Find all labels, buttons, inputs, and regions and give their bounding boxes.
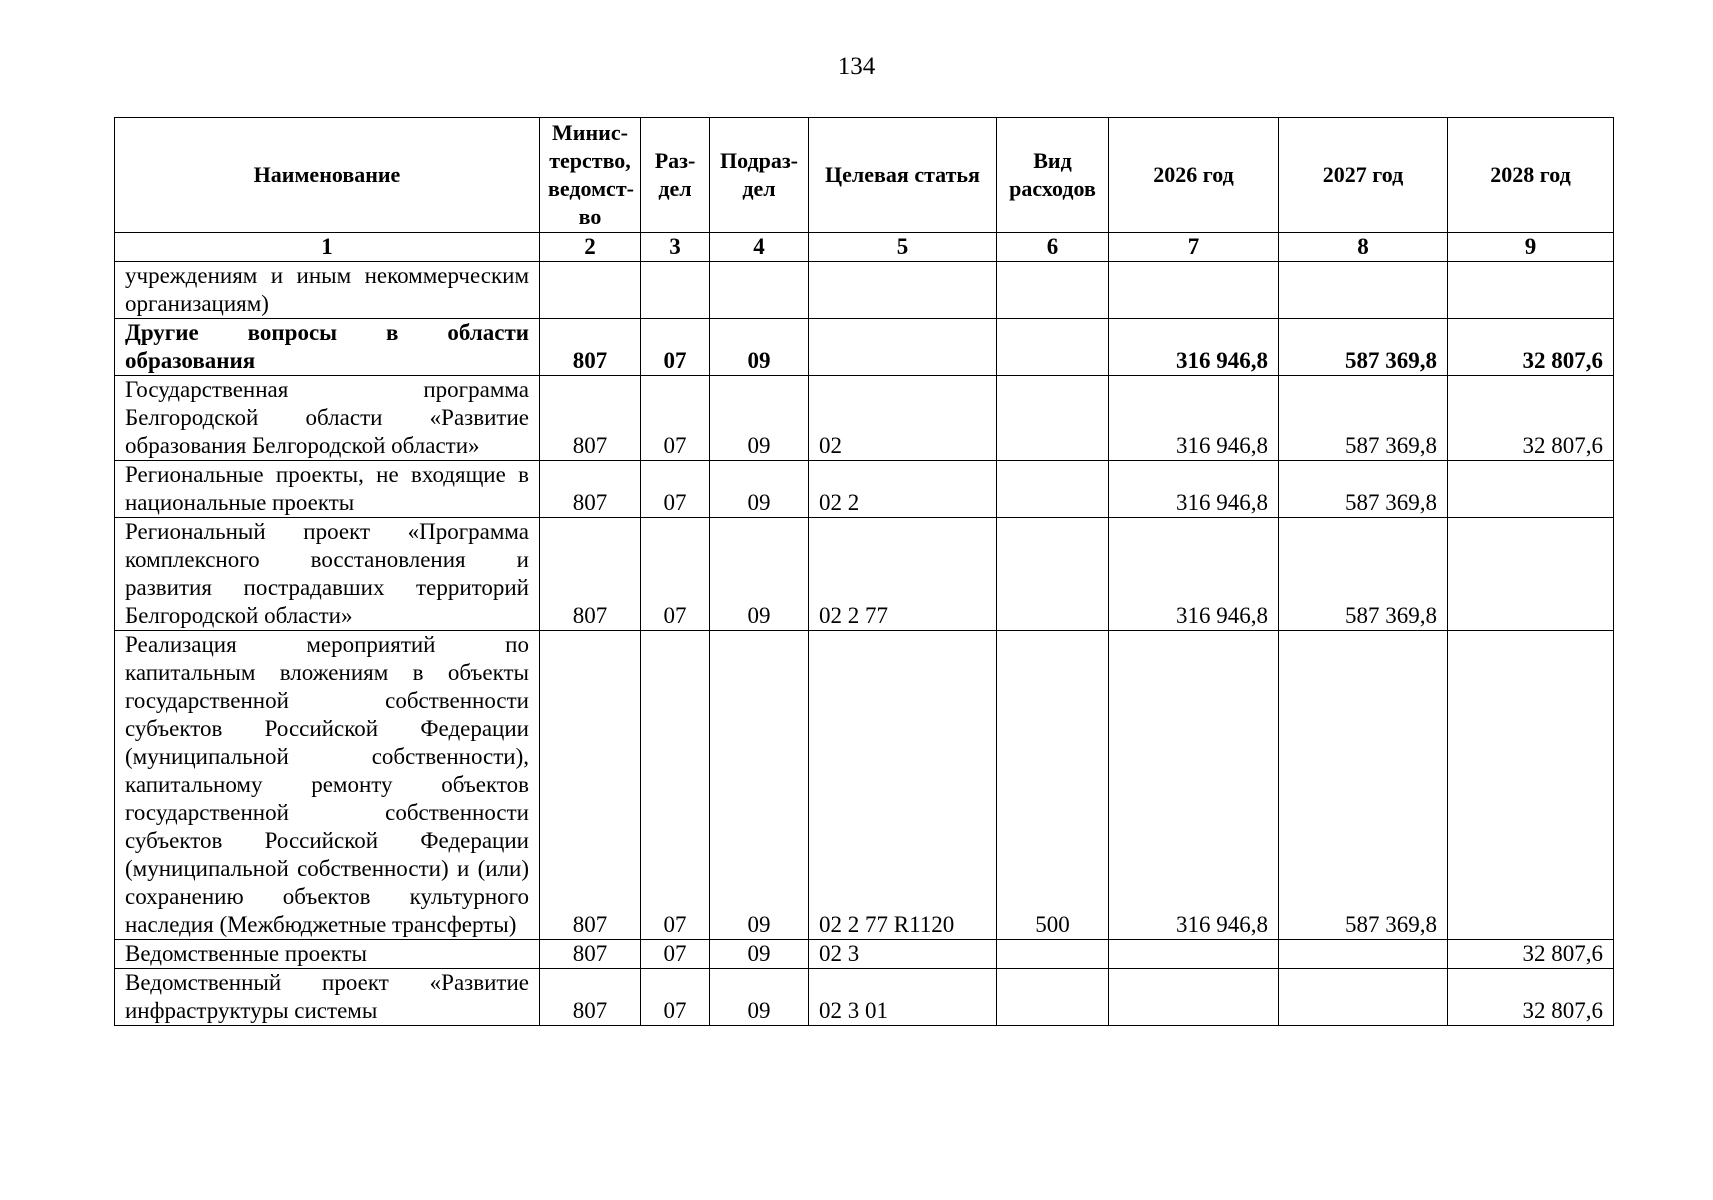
row-ministry: 807 xyxy=(540,631,641,940)
row-amount-2026: 316 946,8 xyxy=(1109,518,1279,631)
row-section: 07 xyxy=(641,461,710,518)
table-row xyxy=(115,631,1614,940)
header-ministry: Минис-терство, ведомст-во xyxy=(540,118,641,233)
row-target: 02 xyxy=(809,376,997,461)
row-amount-2026: 316 946,8 xyxy=(1109,631,1279,940)
row-subsection: 09 xyxy=(710,461,809,518)
row-expense-type xyxy=(997,969,1109,1026)
row-amount-2026: 316 946,8 xyxy=(1109,319,1279,376)
row-amount-2028: 32 807,6 xyxy=(1448,940,1614,969)
row-name: Ведомственный проект «Развитие инфраструктуры системы xyxy=(115,969,540,1026)
row-subsection: 09 xyxy=(710,376,809,461)
row-amount-2028: 32 807,6 xyxy=(1448,969,1614,1026)
row-amount-2028: 32 807,6 xyxy=(1448,376,1614,461)
row-amount-2028 xyxy=(1448,631,1614,940)
header-section: Раз-дел xyxy=(641,118,710,233)
row-amount-2026 xyxy=(1109,969,1279,1026)
column-number: 7 xyxy=(1109,233,1279,262)
column-number: 8 xyxy=(1279,233,1448,262)
row-target: 02 3 01 xyxy=(809,969,997,1026)
row-target xyxy=(809,319,997,376)
row-ministry: 807 xyxy=(540,319,641,376)
header-year-2028: 2028 год xyxy=(1448,118,1614,233)
row-name: Региональный проект «Программа комплексного восстановления и развития пострадавших территорий Белгородской области» xyxy=(115,518,540,631)
column-number-row xyxy=(115,233,1614,262)
row-subsection: 09 xyxy=(710,940,809,969)
table-row xyxy=(115,940,1614,969)
column-number: 2 xyxy=(540,233,641,262)
header-name: Наименование xyxy=(115,118,540,233)
row-amount-2027: 587 369,8 xyxy=(1279,461,1448,518)
row-target: 02 2 77 R1120 xyxy=(809,631,997,940)
page-number: 134 xyxy=(837,53,876,80)
row-name: Государственная программа Белгородской области «Развитие образования Белгородской области» xyxy=(115,376,540,461)
row-amount-2027: 587 369,8 xyxy=(1279,631,1448,940)
row-section: 07 xyxy=(641,631,710,940)
row-expense-type xyxy=(997,461,1109,518)
row-section: 07 xyxy=(641,376,710,461)
row-target: 02 2 xyxy=(809,461,997,518)
row-ministry: 807 xyxy=(540,969,641,1026)
row-subsection: 09 xyxy=(710,969,809,1026)
budget-table xyxy=(114,117,1614,1026)
row-subsection: 09 xyxy=(710,631,809,940)
row-ministry: 807 xyxy=(540,518,641,631)
row-amount-2028 xyxy=(1448,518,1614,631)
row-expense-type xyxy=(997,940,1109,969)
row-amount-2027: 587 369,8 xyxy=(1279,518,1448,631)
column-number: 5 xyxy=(809,233,997,262)
column-number: 6 xyxy=(997,233,1109,262)
header-expense-type: Вид расходов xyxy=(997,118,1109,233)
row-target: 02 3 xyxy=(809,940,997,969)
table-row xyxy=(115,262,1614,319)
row-amount-2027 xyxy=(1279,262,1448,319)
row-amount-2027 xyxy=(1279,969,1448,1026)
row-name: Региональные проекты, не входящие в национальные проекты xyxy=(115,461,540,518)
row-amount-2026 xyxy=(1109,940,1279,969)
row-expense-type xyxy=(997,376,1109,461)
row-amount-2028 xyxy=(1448,262,1614,319)
column-number: 3 xyxy=(641,233,710,262)
row-amount-2027: 587 369,8 xyxy=(1279,319,1448,376)
row-name: учреждениям и иным некоммерческим организациям) xyxy=(115,262,540,319)
header-year-2026: 2026 год xyxy=(1109,118,1279,233)
row-ministry xyxy=(540,262,641,319)
row-section: 07 xyxy=(641,319,710,376)
row-ministry: 807 xyxy=(540,376,641,461)
row-amount-2027 xyxy=(1279,940,1448,969)
row-subsection: 09 xyxy=(710,518,809,631)
header-row xyxy=(115,118,1614,233)
table-row xyxy=(115,518,1614,631)
row-section: 07 xyxy=(641,969,710,1026)
row-expense-type xyxy=(997,262,1109,319)
column-number: 9 xyxy=(1448,233,1614,262)
row-expense-type: 500 xyxy=(997,631,1109,940)
row-section xyxy=(641,262,710,319)
header-year-2027: 2027 год xyxy=(1279,118,1448,233)
row-name: Ведомственные проекты xyxy=(115,940,540,969)
row-expense-type xyxy=(997,518,1109,631)
row-name: Другие вопросы в области образования xyxy=(115,319,540,376)
table-row xyxy=(115,319,1614,376)
row-subsection: 09 xyxy=(710,319,809,376)
row-ministry: 807 xyxy=(540,940,641,969)
column-number: 4 xyxy=(710,233,809,262)
row-target: 02 2 77 xyxy=(809,518,997,631)
table-row xyxy=(115,461,1614,518)
row-amount-2026 xyxy=(1109,262,1279,319)
header-target: Целевая статья xyxy=(809,118,997,233)
row-ministry: 807 xyxy=(540,461,641,518)
row-amount-2028 xyxy=(1448,461,1614,518)
row-expense-type xyxy=(997,319,1109,376)
column-number: 1 xyxy=(115,233,540,262)
row-amount-2026: 316 946,8 xyxy=(1109,461,1279,518)
row-name: Реализация мероприятий по капитальным вложениям в объекты государственной собственности субъектов Российской Федерации (муниципальной собственности), капитальному ремонту объектов государственной собственности субъектов Российской Федерации (муниципальной собственности) и (или) сохранению объектов культурного наследия (Межбюджетные трансферты) xyxy=(115,631,540,940)
row-section: 07 xyxy=(641,518,710,631)
row-amount-2027: 587 369,8 xyxy=(1279,376,1448,461)
table-row xyxy=(115,376,1614,461)
row-amount-2028: 32 807,6 xyxy=(1448,319,1614,376)
row-subsection xyxy=(710,262,809,319)
row-target xyxy=(809,262,997,319)
row-amount-2026: 316 946,8 xyxy=(1109,376,1279,461)
row-section: 07 xyxy=(641,940,710,969)
table-row xyxy=(115,969,1614,1026)
header-subsection: Подраз-дел xyxy=(710,118,809,233)
